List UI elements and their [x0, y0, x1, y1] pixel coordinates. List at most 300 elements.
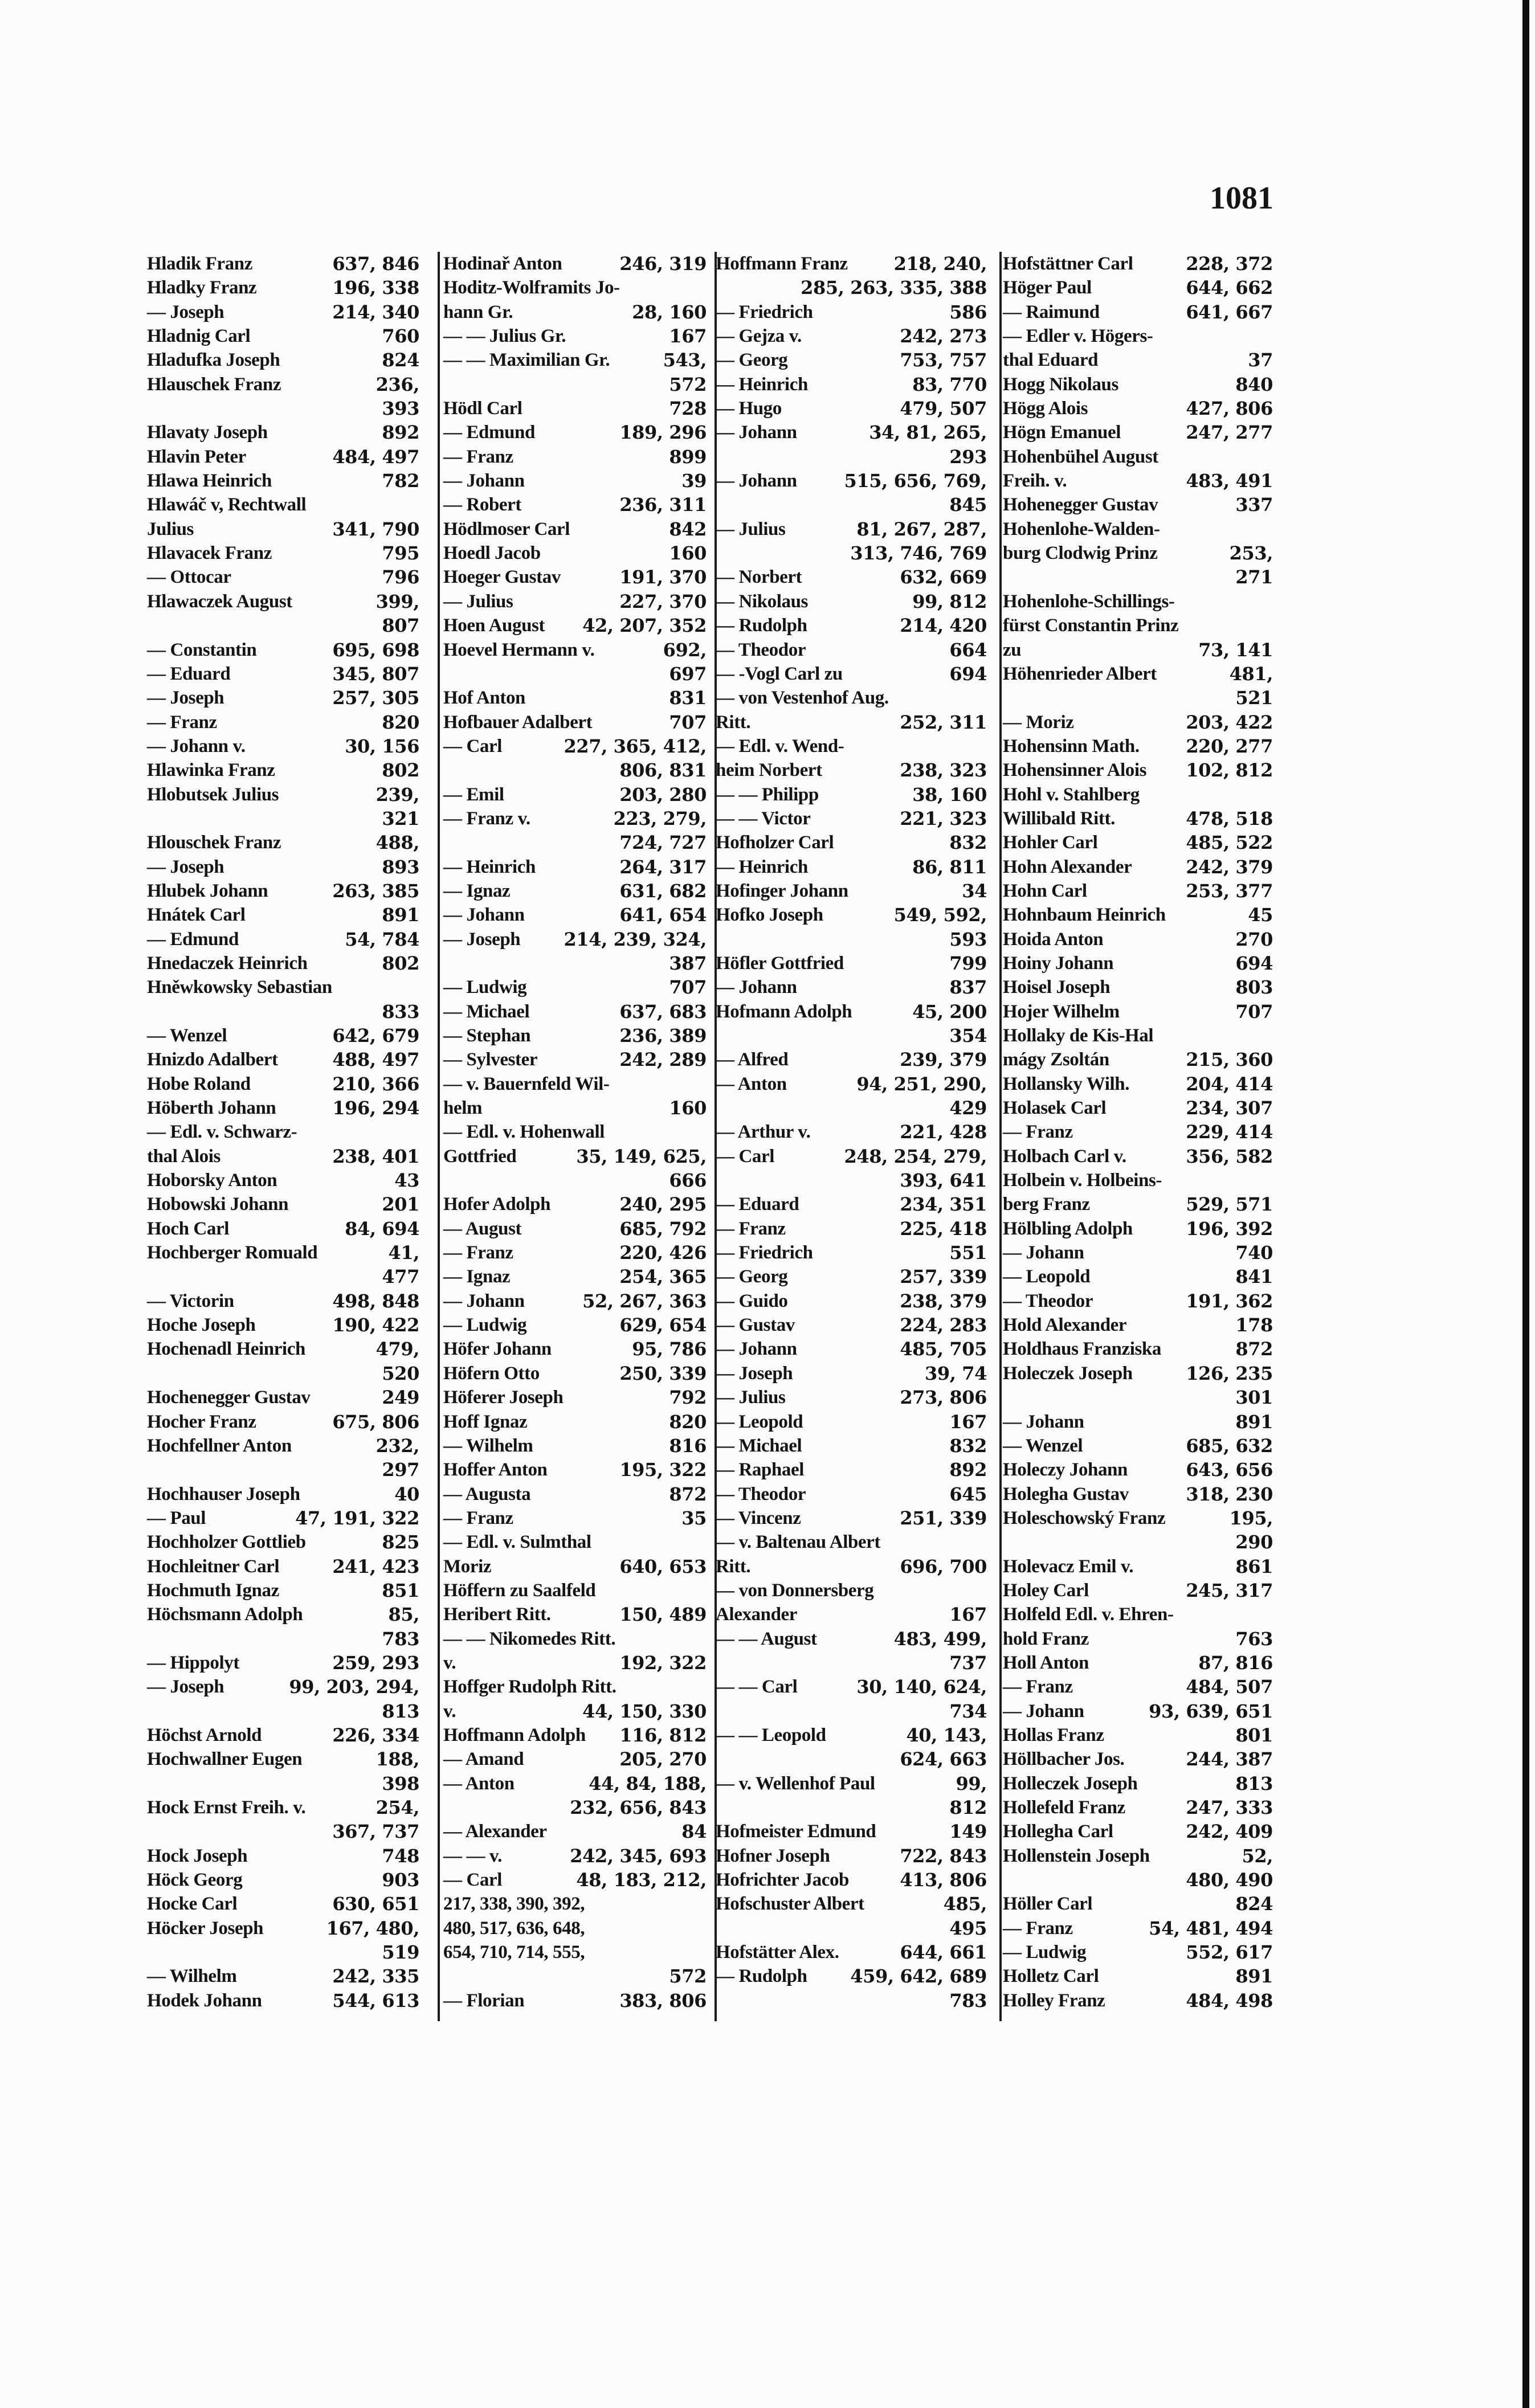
entry-page-refs: 495 — [949, 1917, 987, 1939]
entry-name: Hofmeister Edmund — [716, 1821, 876, 1842]
entry-page-refs — [702, 1627, 707, 1651]
entry-page-refs: 485, — [943, 1893, 987, 1915]
entry-page-refs: 226, 334 — [332, 1724, 419, 1746]
index-entry — [443, 1024, 707, 1048]
index-entry — [443, 638, 707, 662]
entry-page-refs: 221, 428 — [900, 1121, 987, 1143]
entry-page-refs: 270 — [1235, 928, 1273, 950]
entry-name: zu — [1003, 639, 1022, 660]
entry-name: — Heinrich — [443, 856, 536, 877]
index-entry — [443, 276, 707, 300]
index-entry — [716, 1699, 987, 1723]
entry-page-refs: 189, 296 — [619, 422, 707, 444]
index-entry — [716, 348, 987, 372]
entry-page-refs: 34, 81, 265, — [869, 422, 987, 444]
entry-page-refs: 479, 507 — [900, 398, 987, 420]
index-entry — [1003, 1313, 1273, 1337]
entry-name: — — Philipp — [716, 784, 819, 805]
entry-page-refs: 264, 317 — [619, 856, 707, 878]
entry-page-refs: 459, 642, 689 — [850, 1965, 987, 1988]
index-entry — [716, 1168, 987, 1192]
entry-page-refs: 802 — [382, 952, 419, 974]
index-entry — [147, 276, 419, 300]
index-entry — [1003, 1362, 1273, 1385]
entry-name: — Sylvester — [443, 1049, 538, 1070]
index-entry — [147, 710, 419, 734]
entry-name: — Johann v. — [147, 735, 246, 757]
index-entry — [1003, 1289, 1273, 1313]
entry-name: Höck Georg — [147, 1870, 243, 1891]
index-entry — [147, 469, 419, 493]
index-entry — [716, 662, 987, 686]
entry-name: — v. Wellenhof Paul — [716, 1773, 875, 1794]
index-entry — [1003, 1675, 1273, 1699]
index-entry — [716, 1265, 987, 1289]
entry-page-refs: 245, 317 — [1186, 1579, 1273, 1601]
entry-name: — -Vogl Carl zu — [716, 663, 843, 684]
entry-page-refs: 259, 293 — [332, 1651, 419, 1674]
entry-name: — Alfred — [716, 1049, 789, 1070]
entry-page-refs: 816 — [669, 1434, 707, 1457]
entry-name: — Leopold — [716, 1411, 803, 1432]
entry-page-refs: 99, 812 — [912, 590, 987, 612]
index-entry — [443, 1385, 707, 1409]
entry-page-refs: 643, 656 — [1186, 1459, 1273, 1481]
entry-page-refs: 220, 277 — [1186, 735, 1273, 757]
entry-name: helm — [443, 1098, 483, 1119]
entry-name: — Franz — [1003, 1122, 1073, 1143]
entry-page-refs: 242, 409 — [1186, 1821, 1273, 1843]
index-entry — [1003, 1241, 1273, 1265]
index-entry — [1003, 1579, 1273, 1602]
index-entry — [147, 638, 419, 662]
entry-name: — Johann — [443, 471, 525, 492]
entry-name: Hohensinner Alois — [1003, 760, 1147, 781]
index-entry — [147, 1241, 419, 1265]
entry-name: Hochenegger Gustav — [147, 1387, 311, 1408]
index-entry — [443, 1651, 707, 1675]
entry-name: Hohensinn Math. — [1003, 735, 1140, 757]
entry-name: Holegha Gustav — [1003, 1483, 1129, 1505]
index-entry — [443, 1555, 707, 1579]
entry-name: Hofrichter Jacob — [716, 1870, 850, 1891]
index-entry — [716, 879, 987, 903]
index-entry — [443, 420, 707, 444]
index-entry — [1003, 541, 1273, 565]
entry-name: — Johann — [443, 1290, 525, 1311]
entry-page-refs: 242, 345, 693 — [570, 1845, 707, 1867]
index-entry — [1003, 1868, 1273, 1892]
entry-name: Hock Ernst Freih. v. — [147, 1797, 306, 1818]
index-entry — [147, 420, 419, 444]
entry-name: — Gejza v. — [716, 326, 802, 347]
entry-name: — Arthur v. — [716, 1122, 811, 1143]
entry-page-refs: 572 — [669, 1965, 707, 1988]
entry-page-refs: 354 — [949, 1025, 987, 1046]
entry-name: Hohenegger Gustav — [1003, 494, 1158, 516]
index-entry — [716, 783, 987, 807]
entry-page-refs — [415, 493, 419, 517]
entry-page-refs: 593 — [949, 928, 987, 950]
index-entry — [1003, 324, 1273, 348]
index-entry — [443, 1772, 707, 1796]
entry-name: — Stephan — [443, 1025, 531, 1046]
entry-name: Hladky Franz — [147, 277, 257, 299]
index-entry — [1003, 807, 1273, 831]
entry-name: — Carl — [443, 1870, 502, 1891]
entry-page-refs — [1268, 783, 1273, 807]
entry-name: — Ludwig — [443, 1315, 527, 1336]
entry-name: — Anton — [716, 1073, 787, 1094]
entry-name: thal Alois — [147, 1146, 221, 1167]
entry-name: — Heinrich — [716, 856, 808, 877]
index-entry — [716, 1796, 987, 1820]
entry-page-refs: 238, 379 — [900, 1290, 987, 1312]
entry-page-refs: 241, 423 — [332, 1555, 419, 1577]
index-entry — [1003, 1120, 1273, 1144]
entry-page-refs: 244, 387 — [1186, 1748, 1273, 1771]
entry-page-refs: 232, 656, 843 — [570, 1797, 707, 1818]
index-entry — [443, 445, 707, 469]
entry-page-refs: 223, 279, — [613, 807, 707, 829]
entry-name: Hoche Joseph — [147, 1315, 256, 1336]
entry-page-refs: 807 — [382, 615, 419, 637]
index-entry — [716, 807, 987, 831]
entry-page-refs: 225, 418 — [900, 1217, 987, 1240]
index-entry — [716, 1772, 987, 1796]
entry-page-refs: 795 — [382, 542, 419, 565]
index-entry — [716, 686, 987, 710]
index-entry — [1003, 927, 1273, 951]
entry-name: — — Leopold — [716, 1724, 826, 1745]
index-entry — [716, 1940, 987, 1964]
index-entry — [716, 1530, 987, 1554]
index-entry — [147, 1989, 419, 2013]
entry-page-refs: 214, 340 — [332, 301, 419, 323]
index-entry — [716, 1000, 987, 1024]
index-entry — [147, 1916, 419, 1940]
index-entry — [1003, 975, 1273, 999]
entry-page-refs: 99, — [956, 1772, 987, 1794]
index-entry — [1003, 1385, 1273, 1409]
entry-page-refs: 383, 806 — [619, 1989, 707, 2012]
entry-name: — von Vestenhof Aug. — [716, 688, 889, 709]
entry-page-refs: 841 — [1235, 1266, 1273, 1288]
entry-page-refs: 485, 522 — [1186, 832, 1273, 854]
entry-page-refs: 195, 322 — [619, 1459, 707, 1481]
entry-name: Holdhaus Franziska — [1003, 1339, 1161, 1360]
index-entry — [147, 1362, 419, 1385]
index-entry — [1003, 1699, 1273, 1723]
entry-page-refs: 480, 490 — [1186, 1869, 1273, 1891]
entry-name: Hollansky Wilh. — [1003, 1073, 1130, 1094]
index-entry — [147, 614, 419, 637]
entry-name: Hnizdo Adalbert — [147, 1049, 278, 1070]
entry-page-refs: 637, 846 — [332, 253, 419, 275]
entry-name: Hof Anton — [443, 688, 526, 709]
index-entry — [716, 493, 987, 517]
index-entry — [1003, 1192, 1273, 1216]
index-entry — [147, 1024, 419, 1048]
entry-page-refs: 73, 141 — [1198, 639, 1273, 661]
entry-name: — Ottocar — [147, 567, 231, 588]
index-entry — [443, 1940, 707, 1964]
index-column-3 — [716, 252, 987, 2013]
index-entry — [1003, 1796, 1273, 1820]
index-entry — [443, 783, 707, 807]
entry-name: — Michael — [443, 1001, 530, 1022]
entry-name: Hoida Anton — [1003, 929, 1104, 950]
index-entry — [1003, 1506, 1273, 1530]
index-entry — [147, 1096, 419, 1120]
entry-name: Hoen August — [443, 615, 545, 636]
entry-name: Hofbauer Adalbert — [443, 712, 593, 733]
index-entry — [1003, 1723, 1273, 1747]
index-entry — [1003, 1555, 1273, 1579]
entry-page-refs: 515, 656, 769, — [844, 470, 987, 492]
index-entry — [1003, 614, 1273, 637]
index-entry — [147, 1482, 419, 1506]
entry-page-refs: 645 — [949, 1483, 987, 1505]
entry-page-refs: 824 — [1235, 1893, 1273, 1915]
entry-name: — Friedrich — [716, 1242, 813, 1264]
index-entry — [443, 662, 707, 686]
entry-page-refs: 30, 156 — [345, 735, 419, 757]
entry-name: Hohl v. Stahlberg — [1003, 784, 1140, 805]
entry-name: — Vincenz — [716, 1507, 801, 1528]
entry-page-refs: 820 — [382, 711, 419, 733]
entry-name: Hohenbühel August — [1003, 446, 1158, 467]
index-entry — [1003, 396, 1273, 420]
entry-name: — Raimund — [1003, 301, 1100, 322]
entry-name: — Franz — [1003, 1677, 1073, 1698]
entry-page-refs: 242, 379 — [1186, 856, 1273, 878]
index-entry — [147, 1410, 419, 1434]
entry-name: Hoedl Jacob — [443, 543, 541, 564]
entry-name: Höberth Johann — [147, 1098, 276, 1119]
entry-page-refs: 47, 191, 322 — [295, 1507, 419, 1529]
entry-name: Högg Alois — [1003, 398, 1088, 419]
entry-name: burg Clodwig Prinz — [1003, 543, 1158, 564]
entry-page-refs: 87, 816 — [1198, 1651, 1273, 1674]
index-entry — [1003, 662, 1273, 686]
index-entry — [443, 1241, 707, 1265]
entry-page-refs: 224, 283 — [900, 1314, 987, 1336]
entry-page-refs: 543, — [663, 349, 707, 371]
index-entry — [716, 1289, 987, 1313]
entry-page-refs: 190, 422 — [332, 1314, 419, 1336]
entry-name: — v. Baltenau Albert — [716, 1532, 881, 1553]
entry-page-refs: 840 — [1235, 373, 1273, 395]
entry-name: Höfer Johann — [443, 1339, 552, 1360]
entry-name: Holletz Carl — [1003, 1966, 1099, 1987]
index-entry — [147, 1192, 419, 1216]
entry-page-refs: 39 — [681, 470, 707, 492]
index-entry — [716, 1916, 987, 1940]
entry-page-refs: 632, 669 — [900, 566, 987, 588]
entry-page-refs: 191, 362 — [1186, 1290, 1273, 1312]
entry-name: berg Franz — [1003, 1194, 1090, 1215]
index-entry — [1003, 758, 1273, 782]
index-entry — [147, 1940, 419, 1964]
entry-page-refs: 263, 385 — [332, 880, 419, 902]
entry-page-refs: 892 — [949, 1459, 987, 1481]
index-entry — [147, 951, 419, 975]
entry-name: Hlawa Heinrich — [147, 471, 272, 492]
index-entry — [716, 1820, 987, 1843]
entry-page-refs: 845 — [949, 494, 987, 516]
entry-name: Alexander — [716, 1604, 798, 1625]
entry-name: — Hugo — [716, 398, 782, 419]
index-entry — [443, 1675, 707, 1699]
index-entry — [443, 975, 707, 999]
index-entry — [147, 1000, 419, 1024]
entry-name: — Florian — [443, 1990, 525, 2011]
entry-name: Holeczek Joseph — [1003, 1363, 1133, 1384]
entry-page-refs: 792 — [669, 1387, 707, 1409]
entry-name: — Franz — [443, 446, 513, 467]
entry-page-refs: 812 — [949, 1797, 987, 1818]
entry-name: — v. Bauernfeld Wil- — [443, 1073, 610, 1094]
index-entry — [716, 975, 987, 999]
entry-page-refs: 253, — [1229, 542, 1273, 565]
entry-name: fürst Constantin Prinz — [1003, 615, 1179, 636]
entry-page-refs: 240, 295 — [619, 1193, 707, 1216]
entry-name: Högn Emanuel — [1003, 422, 1121, 443]
index-entry — [716, 324, 987, 348]
entry-page-refs: 214, 420 — [900, 615, 987, 637]
index-entry — [443, 758, 707, 782]
entry-page-refs — [1268, 1024, 1273, 1048]
index-entry — [716, 734, 987, 758]
index-entry — [443, 1916, 707, 1940]
index-entry — [443, 1458, 707, 1482]
entry-name: Heribert Ritt. — [443, 1604, 551, 1625]
entry-name: Holeschowský Franz — [1003, 1507, 1166, 1528]
index-entry — [147, 1530, 419, 1554]
index-entry — [443, 710, 707, 734]
page-edge-border — [1522, 0, 1529, 2408]
entry-name: Holfeld Edl. v. Ehren- — [1003, 1604, 1174, 1625]
index-entry — [443, 1989, 707, 2013]
entry-page-refs: 44, 84, 188, — [589, 1772, 707, 1794]
index-entry — [716, 1337, 987, 1361]
index-entry — [147, 807, 419, 831]
entry-name: — — August — [716, 1628, 817, 1649]
entry-page-refs: 167, 480, — [326, 1917, 419, 1939]
entry-name: — — Julius Gr. — [443, 326, 566, 347]
entry-name: Holasek Carl — [1003, 1098, 1107, 1119]
entry-name: Höllbacher Jos. — [1003, 1749, 1125, 1770]
index-entry — [716, 252, 987, 276]
entry-name: Hofholzer Carl — [716, 832, 834, 853]
entry-page-refs: 251, 339 — [900, 1507, 987, 1529]
entry-page-refs: 572 — [669, 373, 707, 395]
entry-page-refs: 238, 401 — [332, 1145, 419, 1167]
entry-name: Holley Franz — [1003, 1990, 1105, 2011]
entry-page-refs: 220, 426 — [619, 1242, 707, 1264]
entry-name: — Julius — [443, 591, 513, 612]
entry-page-refs: 93, 639, 651 — [1149, 1700, 1273, 1722]
entry-page-refs: 210, 366 — [332, 1073, 419, 1095]
entry-name: — Edmund — [147, 929, 239, 950]
entry-page-refs: 43 — [394, 1170, 419, 1192]
entry-page-refs: 640, 653 — [619, 1555, 707, 1577]
entry-page-refs: 393 — [382, 398, 419, 420]
entry-name: Gottfried — [443, 1146, 517, 1167]
index-entry — [147, 1579, 419, 1602]
index-entry — [1003, 686, 1273, 710]
entry-page-refs: 250, 339 — [619, 1362, 707, 1384]
entry-page-refs: 252, 311 — [900, 711, 987, 733]
entry-name: — von Donnersberg — [716, 1580, 874, 1601]
entry-name: Hohenlohe-Walden- — [1003, 518, 1160, 539]
index-entry — [1003, 517, 1273, 541]
entry-page-refs: 813 — [382, 1700, 419, 1722]
index-entry — [147, 1120, 419, 1144]
entry-page-refs: 899 — [669, 445, 707, 468]
index-entry — [147, 1217, 419, 1241]
index-entry — [443, 1530, 707, 1554]
index-entry — [716, 1989, 987, 2013]
index-entry — [147, 783, 419, 807]
index-entry — [147, 565, 419, 589]
entry-name: Hoiny Johann — [1003, 952, 1114, 974]
entry-name: Hnedaczek Heinrich — [147, 952, 308, 974]
entry-name: Hlawáč v, Rechtwall — [147, 494, 307, 516]
index-entry — [716, 1458, 987, 1482]
entry-name: — — Victor — [716, 808, 811, 829]
entry-name: Hofstättner Carl — [1003, 254, 1133, 274]
index-entry — [443, 903, 707, 927]
index-entry — [716, 1385, 987, 1409]
entry-name: — Heinrich — [716, 374, 808, 395]
index-entry — [147, 1820, 419, 1843]
entry-page-refs: 234, 307 — [1186, 1097, 1273, 1119]
entry-page-refs — [1268, 445, 1273, 469]
entry-page-refs: 239, — [375, 783, 419, 806]
entry-name: Ritt. — [716, 712, 751, 733]
index-entry — [1003, 1747, 1273, 1771]
entry-name: Hlubek Johann — [147, 880, 268, 901]
index-entry — [1003, 1602, 1273, 1626]
index-entry — [147, 1868, 419, 1892]
entry-name: Hoffger Rudolph Ritt. — [443, 1677, 617, 1698]
entry-page-refs: 246, 319 — [619, 253, 707, 275]
entry-name: — Johann — [716, 471, 797, 492]
index-entry — [716, 758, 987, 782]
entry-page-refs: 552, 617 — [1186, 1941, 1273, 1964]
entry-name: — Joseph — [147, 688, 224, 709]
index-entry — [443, 1579, 707, 1602]
entry-page-refs: 803 — [1235, 976, 1273, 999]
index-entry — [716, 445, 987, 469]
index-entry — [147, 1555, 419, 1579]
index-entry — [1003, 1940, 1273, 1964]
entry-page-refs: 642, 679 — [332, 1025, 419, 1046]
index-entry — [147, 324, 419, 348]
entry-page-refs: 837 — [949, 976, 987, 999]
entry-name: — Amand — [443, 1749, 524, 1770]
index-entry — [716, 1723, 987, 1747]
index-entry — [1003, 1024, 1273, 1048]
entry-name: Hogg Nikolaus — [1003, 374, 1118, 395]
index-entry — [443, 1410, 707, 1434]
entry-name: — Ignaz — [443, 1266, 511, 1287]
entry-page-refs: 630, 651 — [332, 1893, 419, 1915]
entry-page-refs: 892 — [382, 422, 419, 444]
index-entry — [1003, 252, 1273, 276]
